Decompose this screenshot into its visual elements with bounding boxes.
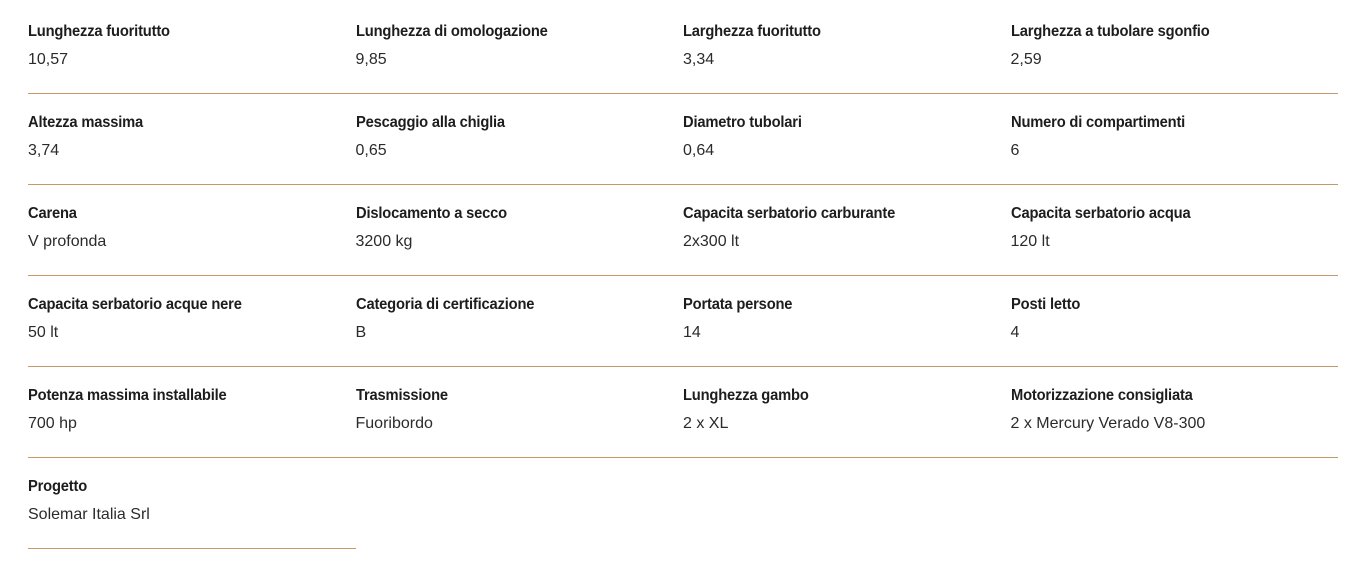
spec-label: Categoria di certificazione [355,296,534,313]
spec-item-pescaggio-chiglia [356,94,684,185]
spec-value: B [355,324,367,341]
spec-value: 700 hp [28,415,77,432]
spec-item-carena [28,185,356,276]
spec-item-lunghezza-gambo [683,367,1011,458]
spec-value: 2 x Mercury Verado V8-300 [1010,415,1206,432]
spec-label: Potenza massima installabile [28,387,227,404]
spec-item-lunghezza-fuoritutto [28,3,356,94]
spec-label: Carena [28,205,77,222]
spec-item-portata-persone [683,276,1011,367]
spec-label: Progetto [28,478,88,495]
spec-label: Capacita serbatorio acque nere [28,296,242,313]
spec-label: Numero di compartimenti [1010,114,1185,131]
spec-value: Solemar Italia Srl [28,506,150,523]
spec-value: 3200 kg [355,233,413,250]
spec-label: Diametro tubolari [683,114,802,131]
spec-item-progetto [28,458,356,549]
spec-value: 3,74 [28,142,60,159]
spec-value: 10,57 [28,51,69,68]
spec-item-larghezza-tubolare-sgonfio [1011,3,1339,94]
spec-label: Capacita serbatorio acqua [1010,205,1190,222]
spec-value: 2x300 lt [683,233,740,250]
specs-table [28,0,1338,549]
spec-item-serbatorio-acqua [1011,185,1339,276]
spec-label: Pescaggio alla chiglia [355,114,505,131]
spec-value: 2,59 [1010,51,1042,68]
spec-value: 0,64 [683,142,715,159]
spec-value: V profonda [28,233,107,250]
spec-label: Altezza massima [28,114,144,131]
spec-value: 120 lt [1010,233,1050,250]
spec-item-lunghezza-omologazione [356,3,684,94]
spec-value: 4 [1010,324,1020,341]
spec-item-diametro-tubolari [683,94,1011,185]
spec-label: Portata persone [683,296,793,313]
spec-item-altezza-massima [28,94,356,185]
spec-item-potenza-massima [28,367,356,458]
spec-item-motorizzazione-consigliata [1011,367,1339,458]
spec-value: 9,85 [355,51,387,68]
spec-item-numero-compartimenti [1011,94,1339,185]
spec-value: Fuoribordo [355,415,433,432]
spec-label: Trasmissione [355,387,448,404]
spec-value: 2 x XL [683,415,729,432]
spec-label: Capacita serbatorio carburante [683,205,896,222]
spec-label: Dislocamento a secco [355,205,507,222]
spec-item-serbatorio-acque-nere [28,276,356,367]
spec-item-serbatorio-carburante [683,185,1011,276]
spec-value: 0,65 [355,142,387,159]
spec-label: Larghezza a tubolare sgonfio [1010,23,1210,40]
spec-label: Motorizzazione consigliata [1010,387,1193,404]
spec-item-dislocamento-secco [356,185,684,276]
spec-value: 3,34 [683,51,715,68]
spec-label: Lunghezza gambo [683,387,809,404]
spec-item-posti-letto [1011,276,1339,367]
spec-value: 14 [683,324,701,341]
spec-value: 50 lt [28,324,59,341]
spec-label: Posti letto [1010,296,1080,313]
spec-item-categoria-certificazione [356,276,684,367]
spec-label: Larghezza fuoritutto [683,23,821,40]
spec-label: Lunghezza di omologazione [355,23,548,40]
spec-item-larghezza-fuoritutto [683,3,1011,94]
spec-item-trasmissione [356,367,684,458]
spec-value: 6 [1010,142,1020,159]
spec-label: Lunghezza fuoritutto [28,23,170,40]
